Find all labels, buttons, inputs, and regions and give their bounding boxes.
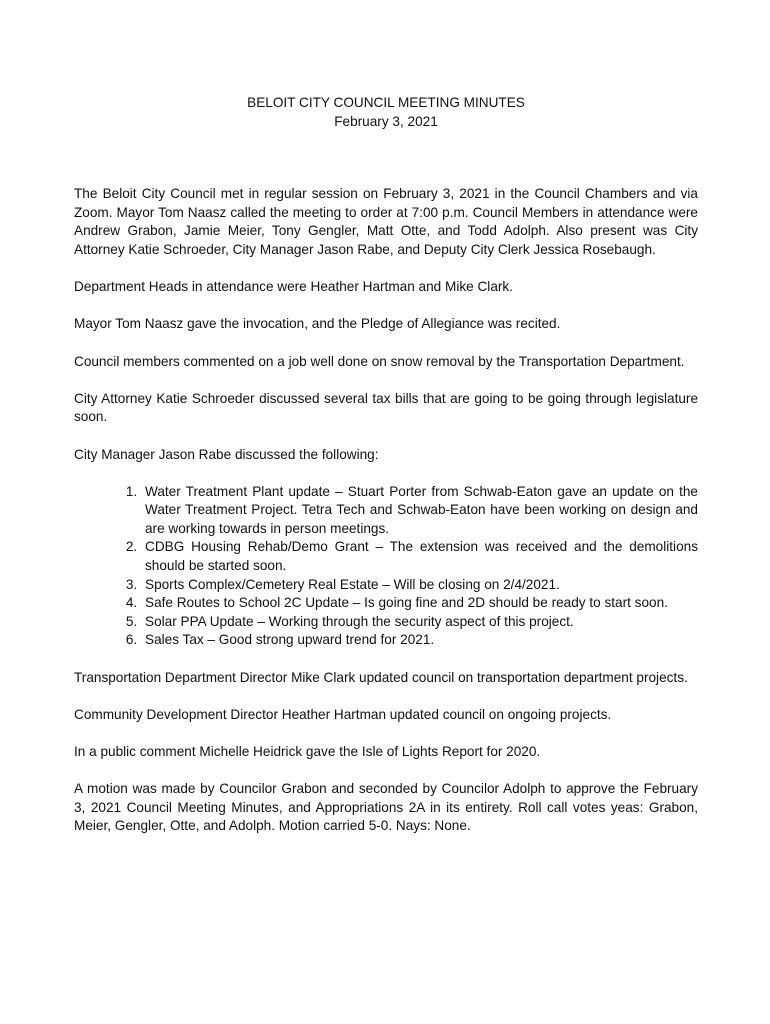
list-item: 1. Water Treatment Plant update – Stuart Porter from Schwab-Eaton gave an update on the Water Treatment Project. Tetra Tech and Schwab-Eaton have been working on design and are working towards in person meetings.: [141, 483, 698, 539]
list-item: 5. Solar PPA Update – Working through the security aspect of this project.: [141, 613, 698, 632]
paragraph-city-manager: City Manager Jason Rabe discussed the following:: [74, 446, 379, 462]
paragraph-council-comments: Council members commented on a job well done on snow removal by the Transportation Department.: [74, 353, 685, 369]
list-item: 3. Sports Complex/Cemetery Real Estate – Will be closing on 2/4/2021.: [141, 576, 698, 595]
paragraph-attendance: The Beloit City Council met in regular session on February 3, 2021 in the Council Chambers and via Zoom. Mayor Tom Naasz called the meeting to order at 7:00 p.m. Council Members in attendance were Andrew Grabon, Jamie Meier, Tony Gengler, Matt Otte, and Todd Adolph. Also present was City Attorney Katie Schroeder, City Manager Jason Rabe, and Deputy City Clerk Jessica Rosebaugh.: [74, 186, 698, 257]
paragraph-community-development: Community Development Director Heather Hartman updated council on ongoing projects.: [74, 706, 612, 722]
paragraph-invocation: Mayor Tom Naasz gave the invocation, and the Pledge of Allegiance was recited.: [74, 316, 561, 332]
paragraph-motion: A motion was made by Councilor Grabon and seconded by Councilor Adolph to approve the February 3, 2021 Council Meeting Minutes, and Appropriations 2A in its entirety. Roll call votes yeas: Grabon, Meier, Gengler, Otte, and Adolph. Motion carried 5-0. Nays: None.: [74, 781, 698, 834]
document-title: BELOIT CITY COUNCIL MEETING MINUTES: [247, 95, 525, 110]
paragraph-public-comment: In a public comment Michelle Heidrick gave the Isle of Lights Report for 2020.: [74, 744, 541, 759]
document-date: February 3, 2021: [334, 113, 438, 129]
list-item: 4. Safe Routes to School 2C Update – Is going fine and 2D should be ready to start soon.: [141, 594, 698, 613]
list-item: 2. CDBG Housing Rehab/Demo Grant – The extension was received and the demolitions should be started soon.: [141, 538, 698, 575]
document-body: [74, 94, 698, 855]
header-spacer: [74, 131, 698, 185]
city-manager-items-list: [74, 483, 698, 650]
paragraph-city-attorney: City Attorney Katie Schroeder discussed several tax bills that are going to be going through legislature soon.: [74, 390, 698, 425]
document-header: [74, 94, 698, 131]
paragraph-department-heads: Department Heads in attendance were Heather Hartman and Mike Clark.: [74, 279, 513, 295]
paragraph-transportation: Transportation Department Director Mike Clark updated council on transportation department projects.: [74, 669, 688, 685]
list-item: 6. Sales Tax – Good strong upward trend for 2021.: [141, 631, 698, 650]
